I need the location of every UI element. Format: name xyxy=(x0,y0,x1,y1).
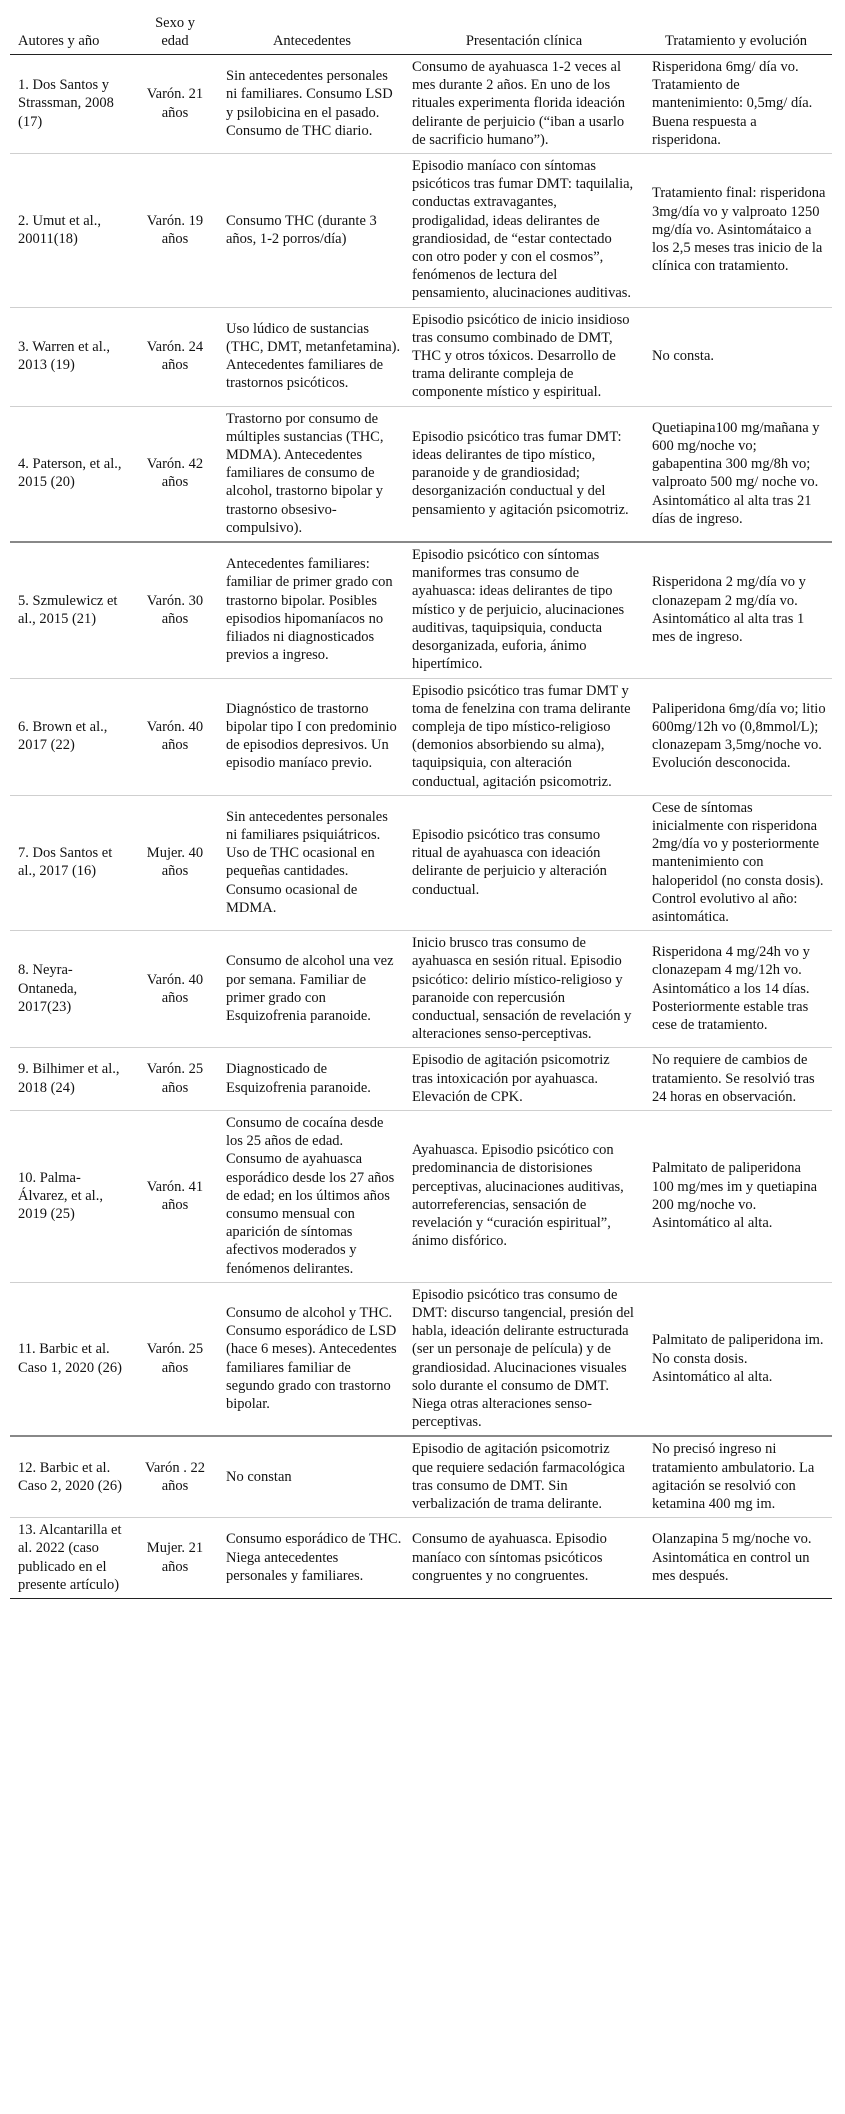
cell-authors: 2. Umut et al., 20011(18) xyxy=(10,154,134,308)
cell-sex-age: Varón. 24 años xyxy=(134,307,216,406)
case-reports-table xyxy=(10,14,832,1599)
cell-sex-age: Varón . 22 años xyxy=(134,1436,216,1517)
table-header-row xyxy=(10,14,832,55)
cell-history: Consumo de alcohol una vez por semana. Familiar de primer grado con Esquizofrenia paranoide. xyxy=(216,931,408,1048)
cell-history: Uso lúdico de sustancias (THC, DMT, metanfetamina). Antecedentes familiares de trastornos psicóticos. xyxy=(216,307,408,406)
cell-treatment: Olanzapina 5 mg/noche vo. Asintomática en control un mes después. xyxy=(640,1518,832,1599)
cell-sex-age: Varón. 40 años xyxy=(134,678,216,795)
table-row xyxy=(10,678,832,795)
cell-history: Diagnóstico de trastorno bipolar tipo I con predominio de episodios depresivos. Un episodio maníaco previo. xyxy=(216,678,408,795)
header-sex-age: Sexo y edad xyxy=(134,14,216,55)
header-authors: Autores y año xyxy=(10,14,134,55)
cell-presentation: Episodio maníaco con síntomas psicóticos tras fumar DMT: taquilalia, conductas extravagantes, prodigalidad, ideas delirantes de grandiosidad, de “estar contectado con otro poder y con el cosmos”, fenómenos de lectura del pensamiento, alucinaciones auditivas. xyxy=(408,154,640,308)
header-treatment: Tratamiento y evolución xyxy=(640,14,832,55)
cell-presentation: Episodio psicótico tras consumo de DMT: discurso tangencial, presión del habla, ideación delirante estructurada (ser un personaje de película) y de grandiosidad. Alucinaciones visuales solo durante el consumo de DMT. Niega otras alteraciones senso-perceptivas. xyxy=(408,1282,640,1436)
cell-presentation: Episodio psicótico tras consumo ritual de ayahuasca con ideación delirante de perjuicio y alteración conductual. xyxy=(408,795,640,930)
cell-treatment: Palmitato de paliperidona 100 mg/mes im y quetiapina 200 mg/noche vo. Asintomático al alta. xyxy=(640,1110,832,1282)
cell-authors: 12. Barbic et al. Caso 2, 2020 (26) xyxy=(10,1436,134,1517)
cell-presentation: Episodio psicótico con síntomas maniformes tras consumo de ayahuasca: ideas delirantes de tipo místico y de perjuicio, alucinaciones auditivas, taquipsiquia, conducta desorganizada, euforia, ánimo hipertímico. xyxy=(408,542,640,678)
cell-presentation: Ayahuasca. Episodio psicótico con predominancia de distorisiones perceptivas, alucinaciones auditivas, autorreferencias, sensación de revelación y “curación espiritual”, ánimo disfórico. xyxy=(408,1110,640,1282)
cell-treatment: Palmitato de paliperidona im. No consta dosis. Asintomático al alta. xyxy=(640,1282,832,1436)
cell-treatment: Paliperidona 6mg/día vo; litio 600mg/12h vo (0,8mmol/L); clonazepam 3,5mg/noche vo. Evolución desconocida. xyxy=(640,678,832,795)
cell-authors: 1. Dos Santos y Strassman, 2008 (17) xyxy=(10,55,134,154)
table-row xyxy=(10,1282,832,1436)
cell-presentation: Consumo de ayahuasca 1-2 veces al mes durante 2 años. En uno de los rituales experimenta florida ideación delirante de perjuicio (“iban a usarlo de sacrificio humano”). xyxy=(408,55,640,154)
table-row xyxy=(10,1110,832,1282)
cell-history: Consumo esporádico de THC. Niega antecedentes personales y familiares. xyxy=(216,1518,408,1599)
cell-presentation: Episodio psicótico de inicio insidioso tras consumo combinado de DMT, THC y otros tóxicos. Desarrollo de trama delirante compleja de componente místico y espiritual. xyxy=(408,307,640,406)
cell-sex-age: Varón. 25 años xyxy=(134,1282,216,1436)
cell-history: No constan xyxy=(216,1436,408,1517)
table-body xyxy=(10,55,832,1599)
cell-authors: 9. Bilhimer et al., 2018 (24) xyxy=(10,1048,134,1111)
table-row xyxy=(10,931,832,1048)
cell-sex-age: Varón. 42 años xyxy=(134,406,216,542)
cell-treatment: Tratamiento final: risperidona 3mg/día vo y valproato 1250 mg/día vo. Asintomátaico a los 2,5 meses tras inicio de la clínica con tratamiento. xyxy=(640,154,832,308)
cell-sex-age: Varón. 19 años xyxy=(134,154,216,308)
cell-sex-age: Mujer. 21 años xyxy=(134,1518,216,1599)
cell-treatment: No requiere de cambios de tratamiento. Se resolvió tras 24 horas en observación. xyxy=(640,1048,832,1111)
table-row xyxy=(10,154,832,308)
cell-sex-age: Mujer. 40 años xyxy=(134,795,216,930)
table-row xyxy=(10,406,832,542)
cell-sex-age: Varón. 30 años xyxy=(134,542,216,678)
cell-authors: 5. Szmulewicz et al., 2015 (21) xyxy=(10,542,134,678)
cell-presentation: Consumo de ayahuasca. Episodio maníaco con síntomas psicóticos congruentes y no congruentes. xyxy=(408,1518,640,1599)
cell-presentation: Inicio brusco tras consumo de ayahuasca en sesión ritual. Episodio psicótico: delirio místico-religioso y paranoide con repercusión conductual, sensación de revelación y alteraciones senso-perceptivas. xyxy=(408,931,640,1048)
cell-treatment: No consta. xyxy=(640,307,832,406)
table-row xyxy=(10,1436,832,1517)
cell-history: Sin antecedentes personales ni familiares psiquiátricos. Uso de THC ocasional en pequeñas cantidades. Consumo ocasional de MDMA. xyxy=(216,795,408,930)
cell-treatment: Risperidona 2 mg/día vo y clonazepam 2 mg/día vo. Asintomático al alta tras 1 mes de ingreso. xyxy=(640,542,832,678)
cell-history: Consumo THC (durante 3 años, 1-2 porros/día) xyxy=(216,154,408,308)
table-row xyxy=(10,1518,832,1599)
cell-authors: 3. Warren et al., 2013 (19) xyxy=(10,307,134,406)
cell-history: Consumo de alcohol y THC. Consumo esporádico de LSD (hace 6 meses). Antecedentes familiares familiar de segundo grado con trastorno bipolar. xyxy=(216,1282,408,1436)
cell-treatment: Risperidona 6mg/ día vo. Tratamiento de mantenimiento: 0,5mg/ día. Buena respuesta a risperidona. xyxy=(640,55,832,154)
cell-treatment: Cese de síntomas inicialmente con risperidona 2mg/día vo y posteriormente mantenimiento con haloperidol (no consta dosis). Control evolutivo al año: asintomática. xyxy=(640,795,832,930)
header-history: Antecedentes xyxy=(216,14,408,55)
cell-authors: 4. Paterson, et al., 2015 (20) xyxy=(10,406,134,542)
table-row xyxy=(10,55,832,154)
cell-history: Trastorno por consumo de múltiples sustancias (THC, MDMA). Antecedentes familiares de consumo de alcohol, trastorno bipolar y trastorno obsesivo-compulsivo). xyxy=(216,406,408,542)
table-row xyxy=(10,1048,832,1111)
cell-history: Consumo de cocaína desde los 25 años de edad. Consumo de ayahuasca esporádico desde los 27 años de edad; en los últimos años consumo mensual con aparición de síntomas afectivos moderados y fenómenos delirantes. xyxy=(216,1110,408,1282)
cell-treatment: Risperidona 4 mg/24h vo y clonazepam 4 mg/12h vo. Asintomático a los 14 días. Posteriormente estable tras cese de tratamiento. xyxy=(640,931,832,1048)
cell-sex-age: Varón. 25 años xyxy=(134,1048,216,1111)
cell-treatment: No precisó ingreso ni tratamiento ambulatorio. La agitación se resolvió con ketamina 400 mg im. xyxy=(640,1436,832,1517)
cell-presentation: Episodio psicótico tras fumar DMT y toma de fenelzina con trama delirante compleja de tipo místico-religioso (demonios absorbiendo su alma), taquipsiquia, con alteración conductual, agitación psicomotriz. xyxy=(408,678,640,795)
cell-authors: 13. Alcantarilla et al. 2022 (caso publicado en el presente artículo) xyxy=(10,1518,134,1599)
cell-presentation: Episodio psicótico tras fumar DMT: ideas delirantes de tipo místico, paranoide y de grandiosidad; desorganización conductual y del pensamiento y agitación psicomotriz. xyxy=(408,406,640,542)
table-row xyxy=(10,795,832,930)
cell-history: Sin antecedentes personales ni familiares. Consumo LSD y psilobicina en el pasado. Consumo de THC diario. xyxy=(216,55,408,154)
table-row xyxy=(10,307,832,406)
cell-sex-age: Varón. 41 años xyxy=(134,1110,216,1282)
cell-sex-age: Varón. 40 años xyxy=(134,931,216,1048)
cell-authors: 6. Brown et al., 2017 (22) xyxy=(10,678,134,795)
cell-treatment: Quetiapina100 mg/mañana y 600 mg/noche vo; gabapentina 300 mg/8h vo; valproato 500 mg/ noche vo. Asintomático al alta tras 21 días de ingreso. xyxy=(640,406,832,542)
cell-history: Antecedentes familiares: familiar de primer grado con trastorno bipolar. Posibles episodios hipomaníacos no filiados ni diagnosticados previos a ingreso. xyxy=(216,542,408,678)
cell-sex-age: Varón. 21 años xyxy=(134,55,216,154)
cell-presentation: Episodio de agitación psicomotriz que requiere sedación farmacológica tras consumo de DMT. Sin verbalización de trama delirante. xyxy=(408,1436,640,1517)
cell-authors: 8. Neyra-Ontaneda, 2017(23) xyxy=(10,931,134,1048)
table-row xyxy=(10,542,832,678)
cell-authors: 11. Barbic et al. Caso 1, 2020 (26) xyxy=(10,1282,134,1436)
cell-authors: 7. Dos Santos et al., 2017 (16) xyxy=(10,795,134,930)
cell-presentation: Episodio de agitación psicomotriz tras intoxicación por ayahuasca. Elevación de CPK. xyxy=(408,1048,640,1111)
cell-history: Diagnosticado de Esquizofrenia paranoide. xyxy=(216,1048,408,1111)
header-presentation: Presentación clínica xyxy=(408,14,640,55)
cell-authors: 10. Palma-Álvarez, et al., 2019 (25) xyxy=(10,1110,134,1282)
